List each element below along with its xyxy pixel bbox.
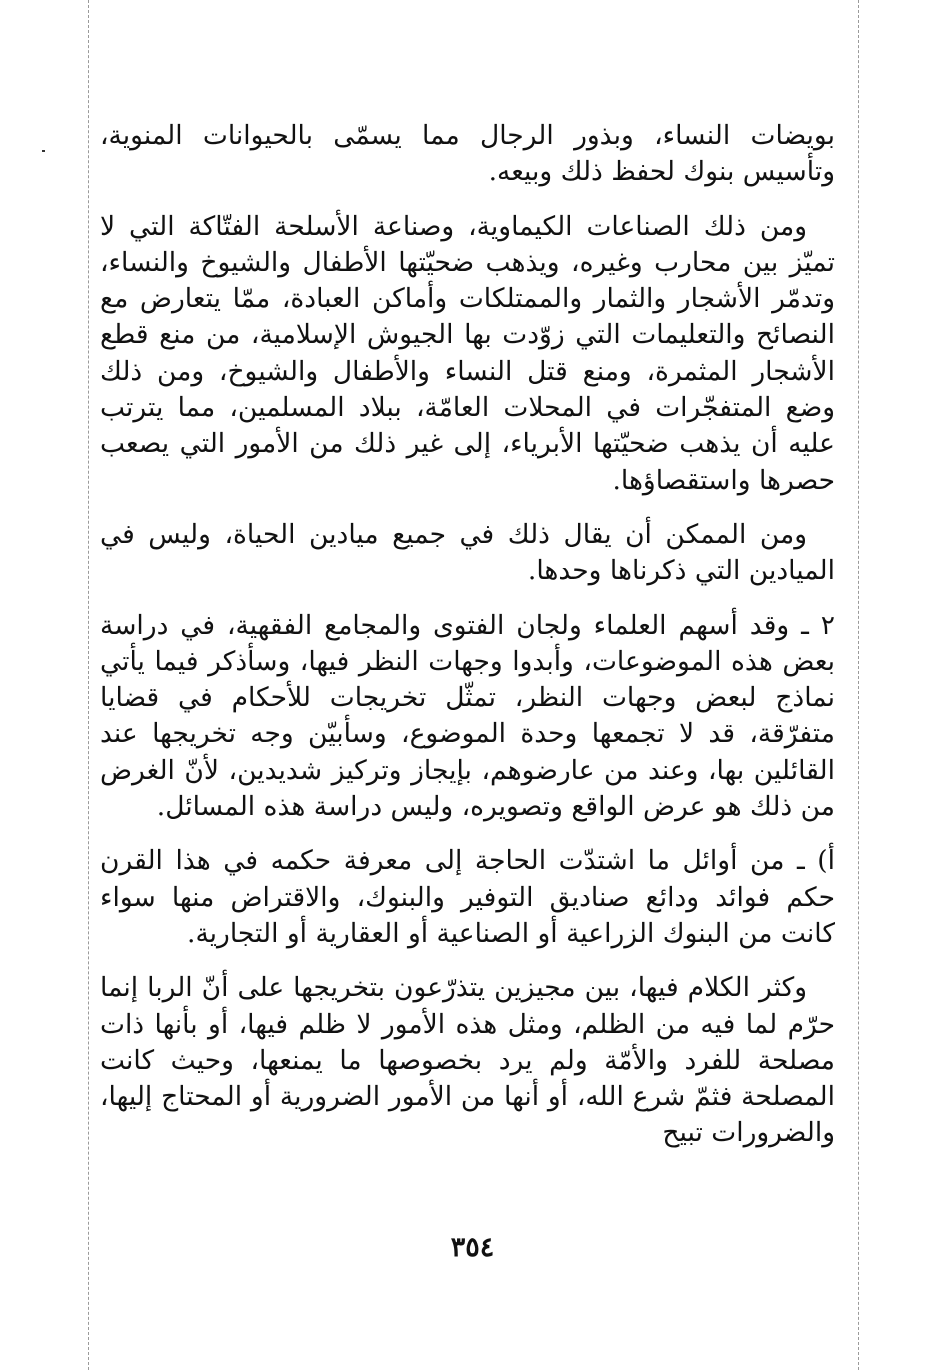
paragraph-5: أ) ـ من أوائل ما اشتدّت الحاجة إلى معرفة حكمه في هذا القرن حكم فوائد ودائع صناديق التوفير والبنوك، والاقتراض منها سواء كانت من البنوك الزراعية أو الصناعية أو العقارية أو التجارية.	[100, 845, 835, 949]
left-margin-dashed-line	[88, 0, 89, 1370]
paragraph-1: بويضات النساء، وبذور الرجال مما يسمّى بالحيوانات المنوية، وتأسيس بنوك لحفظ ذلك وبيعه.	[100, 120, 835, 188]
paragraph-3: ومن الممكن أن يقال ذلك في جميع ميادين الحياة، وليس في الميادين التي ذكرناها وحدها.	[100, 518, 835, 587]
paragraph-2: ومن ذلك الصناعات الكيماوية، وصناعة الأسلحة الفتّاكة التي لا تميّز بين محارب وغيره، ويذهب ضحيّتها الأطفال والشيوخ والنساء، وتدمّر الأشجار والثمار والممتلكات وأماكن العبادة، ممّا يتعارض مع النصائح والتعليمات التي زوّدت بها الجيوش الإسلامية، من منع قطع الأشجار المثمرة، ومنع قتل النساء والأطفال والشيوخ، ومن ذلك وضع المتفجّرات في المحلات العامّة، ببلاد المسلمين، مما يترتب عليه أن يذهب ضحيّتها الأبرياء، إلى غير ذلك من الأمور التي يصعب حصرها واستقصاؤها.	[100, 210, 835, 496]
paragraph-4: ٢ ـ وقد أسهم العلماء ولجان الفتوى والمجامع الفقهية، في دراسة بعض هذه الموضوعات، وأبدوا وجهات النظر فيها، وسأذكر فيما يأتي نماذج لبعض وجهات النظر، تمثّل تخريجات للأحكام في قضايا متفرّقة، قد لا تجمعها وحدة الموضوع، وسأبيّن وجه تخريجها عند القائلين بها، وعند من عارضوهم، بإيجاز وتركيز شديدين، لأنّ الغرض من ذلك هو عرض الواقع وتصويره، وليس دراسة هذه المسائل.	[100, 609, 835, 823]
page-number: ٣٥٤	[450, 1232, 495, 1263]
paragraph-6: وكثر الكلام فيها، بين مجيزين يتذرّعون بتخريجها على أنّ الربا إنما حرّم لما فيه من الظلم، ومثل هذه الأمور لا ظلم فيها، أو بأنها ذات مصلحة للفرد والأمّة ولم يرد بخصوصها ما يمنعها، وحيث كانت المصلحة فثمّ شرع الله، أو أنها من الأمور الضرورية أو المحتاج إليها، والضرورات تبيح	[100, 972, 835, 1149]
body-text	[100, 118, 835, 1170]
scan-speck	[42, 150, 45, 152]
right-margin-dashed-line	[858, 0, 859, 1370]
